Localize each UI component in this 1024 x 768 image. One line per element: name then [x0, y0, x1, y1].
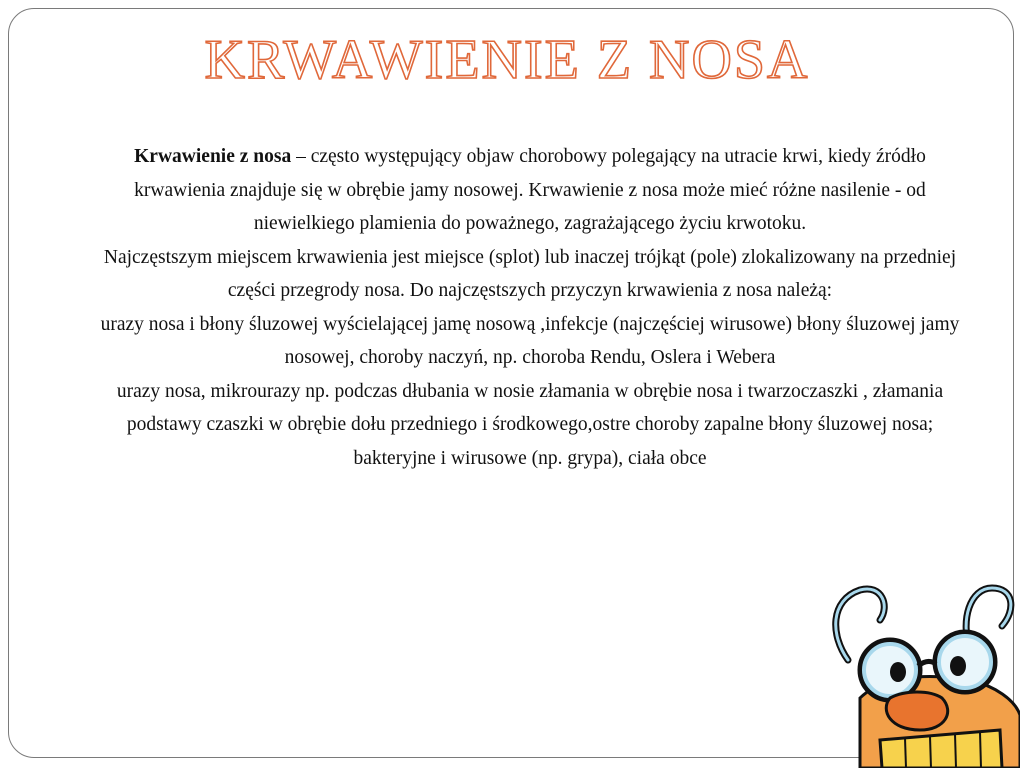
- paragraph-causes-2: [95, 375, 965, 476]
- nerd-face-clipart: [820, 580, 1020, 768]
- paragraph-common-site: [95, 241, 965, 308]
- slide-body: [95, 140, 965, 475]
- nose: [886, 692, 947, 730]
- slide-title: KRWAWIENIE Z NOSA: [204, 29, 810, 91]
- paragraph-text: Najczęstszym miejscem krwawienia jest miejsce (splot) lub inaczej trójkąt (pole) zlokalizowany na przedniej części przegrody nosa. Do najczęstszych przyczyn krwawienia z nosa należą:: [103, 246, 957, 301]
- paragraph-text: urazy nosa, mikrourazy np. podczas dłubania w nosie złamania w obrębie nosa i twarzoczaszki , złamania podstawy czaszki w obrębie dołu przedniego i środkowego,ostre choroby zapalne błony śluzowej nosa; bakteryjne i wirusowe (np. grypa), ciała obce: [116, 380, 944, 469]
- paragraph-text: – często występujący objaw chorobowy polegający na utracie krwi, kiedy źródło krwawienia znajduje się w obrębie jamy nosowej. Krwawienie z nosa może mieć różne nasilenie - od niewielkiego plamienia do poważnego, zagrażającego życiu krwotoku.: [134, 146, 926, 234]
- paragraph-lead: Krwawienie z nosa: [134, 146, 292, 167]
- paragraph-causes-1: [95, 308, 965, 375]
- eye-left: [890, 662, 906, 682]
- paragraph-definition: [95, 140, 965, 241]
- paragraph-text: urazy nosa i błony śluzowej wyścielającej jamę nosową ,infekcje (najczęściej wirusowe) błony śluzowej jamy nosowej, choroby naczyń, np. choroba Rendu, Oslera i Webera: [100, 313, 960, 368]
- eye-right: [950, 656, 966, 676]
